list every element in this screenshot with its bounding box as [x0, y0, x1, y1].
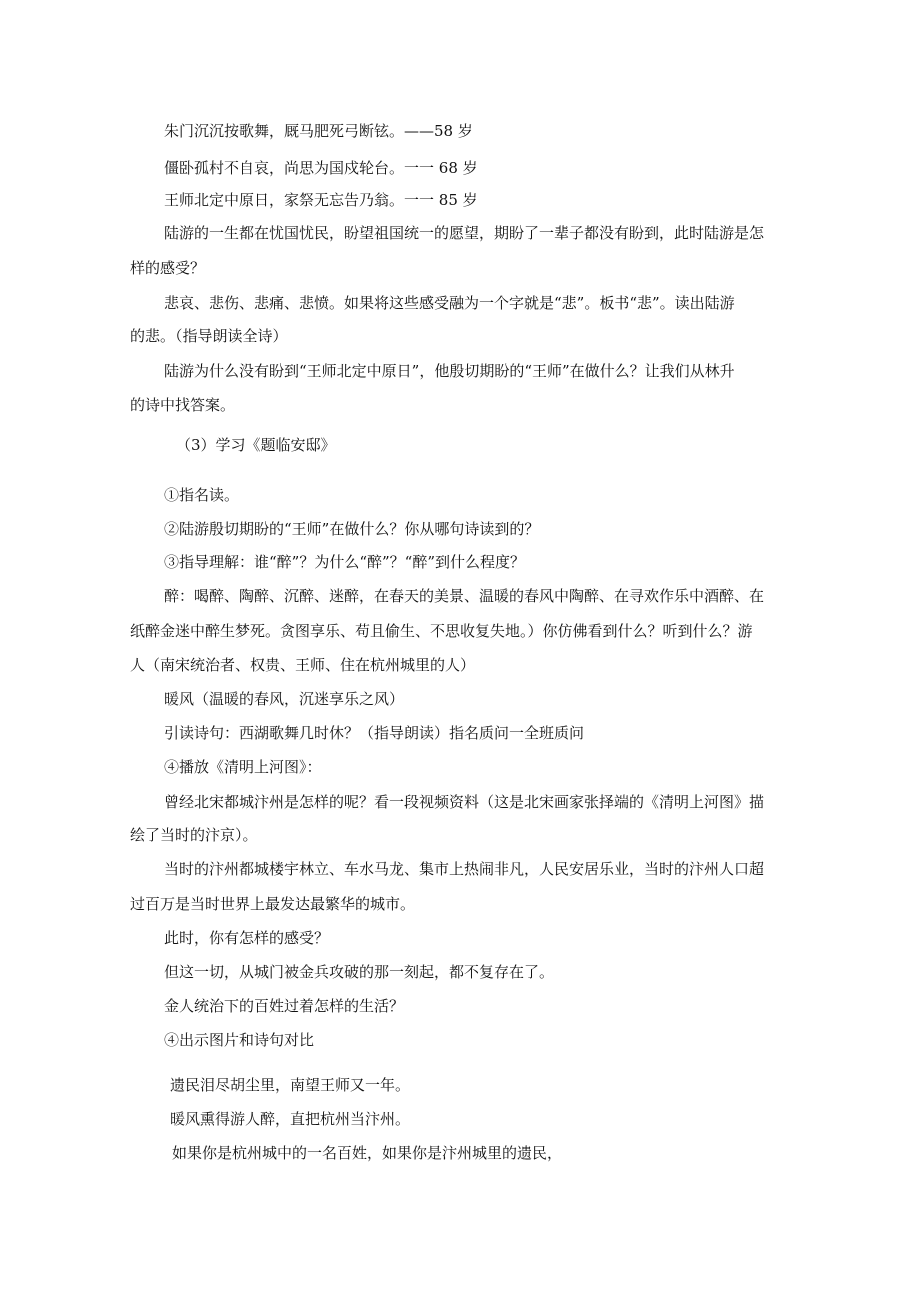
- paragraph-line: 此时，你有怎样的感受？: [164, 929, 330, 947]
- paragraph-line: 但这一切，从城门被金兵攻破的那一刻起，都不复存在了。: [164, 963, 555, 981]
- section-heading: （3）学习《题临安邸》: [176, 436, 336, 454]
- list-item: ③指导理解：谁“醉”？为什么“醉”？“醉”到什么程度？: [164, 553, 526, 571]
- poem-line-68: 僵卧孤村不自哀，尚思为国戍轮台。一一 68 岁: [164, 159, 478, 177]
- list-item: ④播放《清明上河图》：: [164, 758, 322, 776]
- poem-line-58: 朱门沉沉按歌舞，厩马肥死弓断铉。——58 岁: [164, 122, 473, 140]
- poem-line: 暖风熏得游人醉，直把杭州当汴州。: [170, 1110, 411, 1128]
- paragraph-line: 过百万是当时世界上最发达最繁华的城市。: [130, 895, 416, 913]
- paragraph-line: 如果你是杭州城中的一名百姓，如果你是汴州城里的遗民，: [172, 1144, 563, 1162]
- paragraph-line: 绘了当时的汴京）。: [130, 826, 258, 844]
- paragraph-line: 暖风（温暖的春风，沉迷享乐之风）: [164, 690, 405, 708]
- list-item: ④出示图片和诗句对比: [164, 1031, 315, 1049]
- paragraph-line: 醉：喝醉、陶醉、沉醉、迷醉，在春天的美景、温暖的春风中陶醉、在寻欢作乐中酒醉、在: [164, 587, 765, 605]
- paragraph-line: 当时的汴州都城楼宇林立、车水马龙、集市上热闹非凡，人民安居乐业，当时的汴州人口超: [164, 860, 765, 878]
- poem-line-85: 王师北定中原日，家祭无忘告乃翁。一一 85 岁: [164, 191, 478, 209]
- paragraph-line: 的诗中找答案。: [130, 396, 236, 414]
- paragraph-line: 曾经北宋都城汴州是怎样的呢？看一段视频资料（这是北宋画家张择端的《清明上河图》描: [164, 793, 765, 811]
- paragraph-line: 的悲。（指导朗读全诗）: [130, 327, 288, 345]
- paragraph-line: 悲哀、悲伤、悲痛、悲愤。如果将这些感受融为一个字就是“悲”。板书“悲”。读出陆游: [164, 294, 735, 312]
- list-item: ①指名读。: [164, 486, 240, 504]
- poem-line: 遗民泪尽胡尘里，南望王师又一年。: [170, 1076, 411, 1094]
- paragraph-line: 陆游的一生都在忧国忧民，盼望祖国统一的愿望，期盼了一辈子都没有盼到，此时陆游是怎: [164, 224, 765, 242]
- list-item: ②陆游殷切期盼的“王师”在做什么？你从哪句诗读到的？: [164, 520, 540, 538]
- paragraph-line: 陆游为什么没有盼到“王师北定中原日”，他殷切期盼的“王师”在做什么？让我们从林升: [164, 362, 735, 380]
- paragraph-line: 样的感受？: [130, 259, 206, 277]
- paragraph-line: 纸醉金迷中醉生梦死。贪图享乐、苟且偷生、不思收复失地。）你仿佛看到什么？听到什么？游: [130, 622, 753, 640]
- paragraph-line: 金人统治下的百姓过着怎样的生活？: [164, 997, 405, 1015]
- paragraph-line: 人（南宋统治者、权贵、王师、住在杭州城里的人）: [130, 656, 476, 674]
- paragraph-line: 引读诗句：西湖歌舞几时休？（指导朗读）指名质问一全班质问: [164, 724, 585, 742]
